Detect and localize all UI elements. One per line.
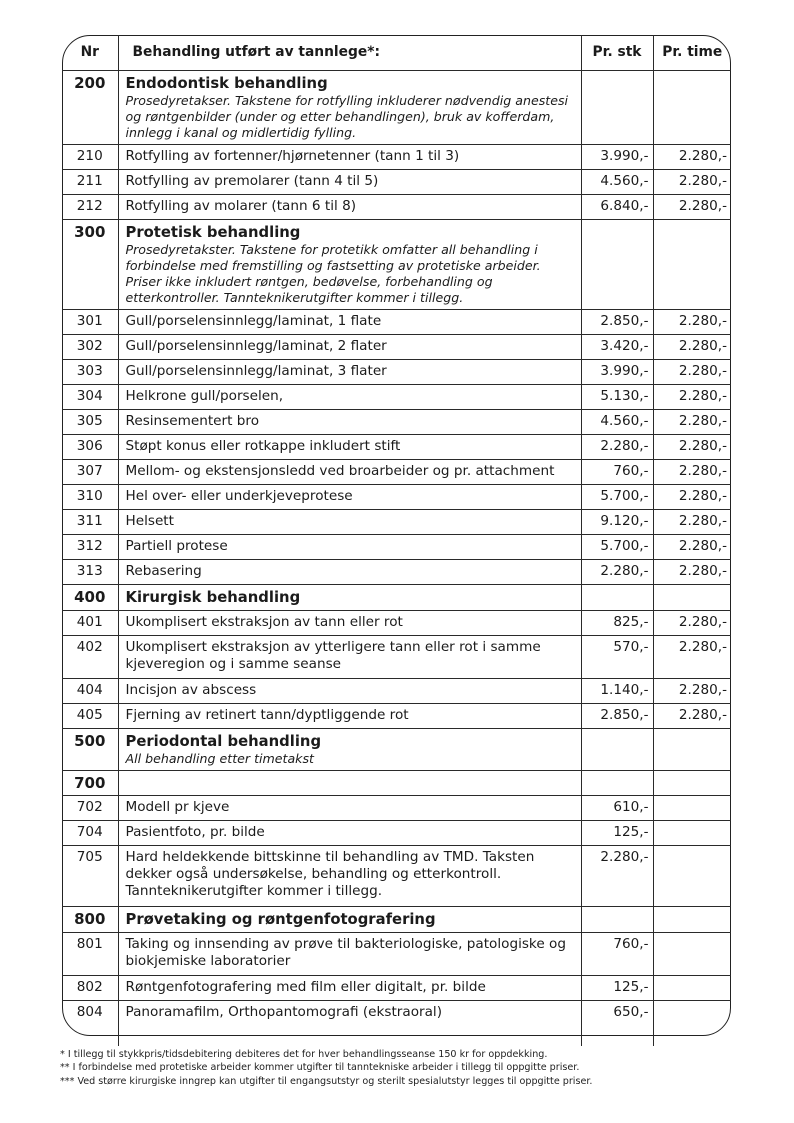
price-per-unit — [581, 71, 653, 145]
section-title: Endodontisk behandling — [125, 75, 328, 92]
price-per-unit: 4.560,- — [581, 170, 653, 195]
price-per-unit — [581, 729, 653, 771]
treatment-description: Helsett — [118, 510, 581, 535]
row-number: 211 — [62, 170, 118, 195]
price-per-hour: 2.280,- — [653, 510, 731, 535]
price-per-unit: 650,- — [581, 1001, 653, 1046]
table-row — [62, 1001, 731, 1046]
treatment-description: Støpt konus eller rotkappe inkludert stift — [118, 435, 581, 460]
row-number: 311 — [62, 510, 118, 535]
header-price-per-hour: Pr. time — [653, 35, 731, 71]
section-description: All behandling etter timetakst — [125, 751, 314, 766]
section-cell — [118, 585, 581, 611]
price-per-unit — [581, 771, 653, 796]
treatment-description: Gull/porselensinnlegg/laminat, 2 flater — [118, 335, 581, 360]
table-row — [62, 846, 731, 907]
price-per-unit: 5.700,- — [581, 485, 653, 510]
table-row — [62, 535, 731, 560]
row-number: 704 — [62, 821, 118, 846]
table-row — [62, 510, 731, 535]
table-row — [62, 636, 731, 679]
treatment-description: Hard heldekkende bittskinne til behandling av TMD. Taksten dekker også undersøkelse, behandling og etterkontroll. Tannteknikerutgifter kommer i tillegg. — [118, 846, 581, 907]
price-per-unit: 610,- — [581, 796, 653, 821]
treatment-description: Partiell protese — [118, 535, 581, 560]
row-number: 500 — [62, 729, 118, 771]
section-cell — [118, 907, 581, 933]
section-title: Protetisk behandling — [125, 224, 301, 241]
table-row — [62, 195, 731, 220]
price-per-unit — [581, 907, 653, 933]
row-number: 804 — [62, 1001, 118, 1046]
price-per-hour: 2.280,- — [653, 611, 731, 636]
section-row — [62, 771, 731, 796]
price-per-hour — [653, 220, 731, 310]
footnote: *** Ved større kirurgiske inngrep kan utgifter til engangsutstyr og sterilt spesialutstyr legges til oppgitte priser. — [60, 1075, 593, 1087]
price-per-unit: 5.130,- — [581, 385, 653, 410]
table-row — [62, 385, 731, 410]
price-per-hour: 2.280,- — [653, 704, 731, 729]
price-per-unit: 760,- — [581, 460, 653, 485]
section-cell — [118, 220, 581, 310]
table-row — [62, 310, 731, 335]
price-per-hour — [653, 1001, 731, 1046]
section-cell — [118, 729, 581, 771]
row-number: 702 — [62, 796, 118, 821]
header-nr: Nr — [62, 35, 118, 71]
section-title: Kirurgisk behandling — [125, 589, 301, 606]
price-per-hour — [653, 771, 731, 796]
row-number: 303 — [62, 360, 118, 385]
price-per-unit: 825,- — [581, 611, 653, 636]
table-row — [62, 410, 731, 435]
table-row — [62, 679, 731, 704]
price-per-hour — [653, 976, 731, 1001]
table-row — [62, 435, 731, 460]
section-row — [62, 220, 731, 310]
price-per-unit: 125,- — [581, 976, 653, 1001]
treatment-description: Hel over- eller underkjeveprotese — [118, 485, 581, 510]
price-table-body — [62, 35, 731, 1046]
row-number: 310 — [62, 485, 118, 510]
treatment-description: Resinsementert bro — [118, 410, 581, 435]
price-per-unit: 2.280,- — [581, 435, 653, 460]
table-row — [62, 933, 731, 976]
price-per-hour: 2.280,- — [653, 435, 731, 460]
section-description: Prosedyretakster. Takstene for protetikk omfatter all behandling i forbindelse med fremstilling og fastsetting av protetiske arbeider. Priser ikke inkludert røntgen, bedøvelse, forbehandling og etterkontroller. Tannteknikerutgifter kommer i tillegg. — [125, 242, 541, 305]
price-per-unit: 570,- — [581, 636, 653, 679]
treatment-description: Rotfylling av fortenner/hjørnetenner (tann 1 til 3) — [118, 145, 581, 170]
row-number: 212 — [62, 195, 118, 220]
row-number: 307 — [62, 460, 118, 485]
price-per-hour: 2.280,- — [653, 335, 731, 360]
price-per-hour: 2.280,- — [653, 460, 731, 485]
price-per-hour: 2.280,- — [653, 535, 731, 560]
table-row — [62, 335, 731, 360]
section-description: Prosedyretakser. Takstene for rotfylling inkluderer nødvendig anestesi og røntgenbilder (under og etter behandlingen), bruk av kofferdam, innlegg i kanal og midlertidig fylling. — [125, 93, 569, 140]
price-per-unit: 2.850,- — [581, 310, 653, 335]
section-row — [62, 71, 731, 145]
row-number: 800 — [62, 907, 118, 933]
table-row — [62, 560, 731, 585]
section-row — [62, 729, 731, 771]
treatment-description: Taking og innsending av prøve til bakteriologiske, patologiske og biokjemiske laboratorier — [118, 933, 581, 976]
price-per-unit: 2.850,- — [581, 704, 653, 729]
price-per-hour — [653, 71, 731, 145]
price-per-hour: 2.280,- — [653, 636, 731, 679]
header-description: Behandling utført av tannlege*: — [118, 35, 581, 71]
row-number: 801 — [62, 933, 118, 976]
row-number: 304 — [62, 385, 118, 410]
price-per-hour: 2.280,- — [653, 485, 731, 510]
price-per-unit: 2.280,- — [581, 560, 653, 585]
treatment-description: Helkrone gull/porselen, — [118, 385, 581, 410]
table-row — [62, 796, 731, 821]
price-per-unit: 6.840,- — [581, 195, 653, 220]
price-table — [62, 35, 731, 1046]
treatment-description: Modell pr kjeve — [118, 796, 581, 821]
row-number: 400 — [62, 585, 118, 611]
section-title: Periodontal behandling — [125, 733, 322, 750]
table-row — [62, 704, 731, 729]
price-per-hour — [653, 585, 731, 611]
price-per-unit: 2.280,- — [581, 846, 653, 907]
treatment-description: Incisjon av abscess — [118, 679, 581, 704]
price-per-hour: 2.280,- — [653, 560, 731, 585]
price-per-hour: 2.280,- — [653, 385, 731, 410]
row-number: 306 — [62, 435, 118, 460]
price-per-unit: 125,- — [581, 821, 653, 846]
row-number: 302 — [62, 335, 118, 360]
row-number: 705 — [62, 846, 118, 907]
price-per-unit — [581, 585, 653, 611]
row-number: 402 — [62, 636, 118, 679]
price-per-hour — [653, 796, 731, 821]
price-per-hour: 2.280,- — [653, 145, 731, 170]
treatment-description: Gull/porselensinnlegg/laminat, 1 flate — [118, 310, 581, 335]
table-row — [62, 170, 731, 195]
row-number: 405 — [62, 704, 118, 729]
section-title: Prøvetaking og røntgenfotografering — [125, 911, 436, 928]
price-per-hour: 2.280,- — [653, 360, 731, 385]
table-row — [62, 485, 731, 510]
treatment-description: Gull/porselensinnlegg/laminat, 3 flater — [118, 360, 581, 385]
treatment-description: Fjerning av retinert tann/dyptliggende rot — [118, 704, 581, 729]
header-price-per-unit: Pr. stk — [581, 35, 653, 71]
price-per-hour: 2.280,- — [653, 410, 731, 435]
section-row — [62, 907, 731, 933]
price-per-hour — [653, 821, 731, 846]
treatment-description: Ukomplisert ekstraksjon av tann eller rot — [118, 611, 581, 636]
table-row — [62, 976, 731, 1001]
treatment-description: Røntgenfotografering med film eller digitalt, pr. bilde — [118, 976, 581, 1001]
treatment-description: Rebasering — [118, 560, 581, 585]
price-per-unit — [581, 220, 653, 310]
table-row — [62, 360, 731, 385]
footnote: * I tillegg til stykkpris/tidsdebitering debiteres det for hver behandlingsseanse 150 kr for oppdekking. — [60, 1049, 548, 1060]
table-row — [62, 611, 731, 636]
section-cell — [118, 71, 581, 145]
treatment-description: Pasientfoto, pr. bilde — [118, 821, 581, 846]
row-number: 802 — [62, 976, 118, 1001]
price-per-unit: 4.560,- — [581, 410, 653, 435]
price-per-hour: 2.280,- — [653, 679, 731, 704]
price-per-unit: 9.120,- — [581, 510, 653, 535]
row-number: 301 — [62, 310, 118, 335]
table-row — [62, 460, 731, 485]
row-number: 700 — [62, 771, 118, 796]
treatment-description: Rotfylling av molarer (tann 6 til 8) — [118, 195, 581, 220]
price-per-unit: 3.420,- — [581, 335, 653, 360]
price-per-unit: 5.700,- — [581, 535, 653, 560]
treatment-description: Mellom- og ekstensjonsledd ved broarbeider og pr. attachment — [118, 460, 581, 485]
price-per-hour — [653, 933, 731, 976]
price-per-hour: 2.280,- — [653, 195, 731, 220]
row-number: 305 — [62, 410, 118, 435]
row-number: 200 — [62, 71, 118, 145]
row-number: 300 — [62, 220, 118, 310]
price-per-unit: 760,- — [581, 933, 653, 976]
row-number: 404 — [62, 679, 118, 704]
treatment-description: Panoramafilm, Orthopantomografi (ekstraoral) — [118, 1001, 581, 1046]
footnotes — [60, 1048, 592, 1088]
price-per-unit: 1.140,- — [581, 679, 653, 704]
section-cell — [118, 771, 581, 796]
table-row — [62, 821, 731, 846]
row-number: 401 — [62, 611, 118, 636]
table-row — [62, 145, 731, 170]
price-per-hour: 2.280,- — [653, 170, 731, 195]
row-number: 210 — [62, 145, 118, 170]
row-number: 313 — [62, 560, 118, 585]
table-header-row — [62, 35, 731, 71]
price-per-hour: 2.280,- — [653, 310, 731, 335]
price-per-unit: 3.990,- — [581, 145, 653, 170]
section-row — [62, 585, 731, 611]
price-per-hour — [653, 907, 731, 933]
treatment-description: Rotfylling av premolarer (tann 4 til 5) — [118, 170, 581, 195]
footnote: ** I forbindelse med protetiske arbeider kommer utgifter til tanntekniske arbeider i tillegg til oppgitte priser. — [60, 1062, 580, 1074]
treatment-description: Ukomplisert ekstraksjon av ytterligere tann eller rot i samme kjeveregion og i samme seanse — [118, 636, 581, 679]
row-number: 312 — [62, 535, 118, 560]
price-per-hour — [653, 846, 731, 907]
price-per-unit: 3.990,- — [581, 360, 653, 385]
price-per-hour — [653, 729, 731, 771]
